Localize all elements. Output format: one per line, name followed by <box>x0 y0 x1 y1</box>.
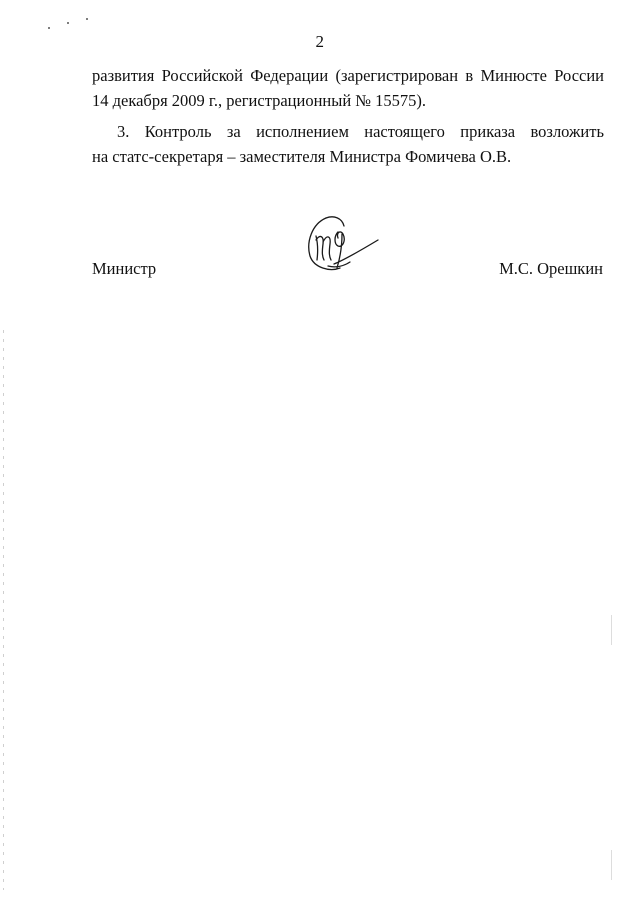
signatory-title: Министр <box>92 259 157 278</box>
scan-edge-left <box>3 330 4 890</box>
paragraph-continuation <box>92 63 604 113</box>
scan-edge-right <box>611 850 612 880</box>
text-line: 14 декабря 2009 г., регистрационный № 15575). <box>92 91 427 110</box>
scan-speck <box>86 18 88 20</box>
text-line: 3. Контроль за исполнением настоящего приказа возложить <box>117 122 604 141</box>
scan-edge-right <box>611 615 612 645</box>
paragraph-item-3 <box>92 119 604 169</box>
text-line: развития Российской Федерации (зарегистрирован в Минюсте России <box>92 66 604 85</box>
scan-speck <box>48 27 50 29</box>
signatory-name: М.С. Орешкин <box>499 259 603 278</box>
handwritten-signature <box>300 210 380 276</box>
text-line: на статс-секретаря – заместителя Министра Фомичева О.В. <box>92 147 512 166</box>
scan-speck <box>67 22 69 24</box>
page-number: 2 <box>315 32 325 51</box>
